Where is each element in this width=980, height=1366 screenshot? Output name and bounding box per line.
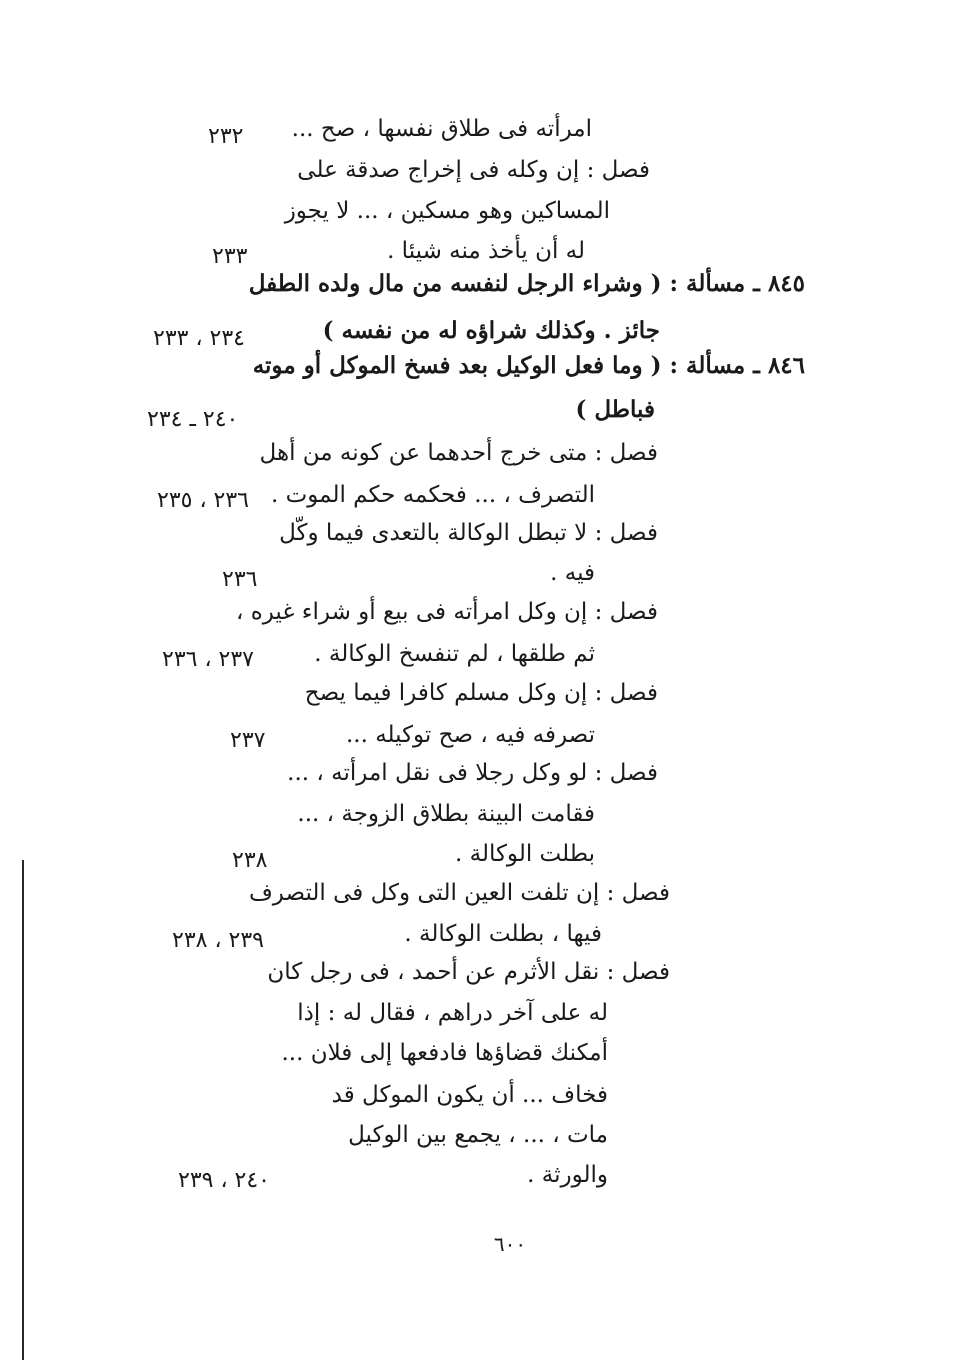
page-reference: ٢٤٠ ، ٢٣٩ <box>178 1168 270 1193</box>
masala-heading: ٨٤٦ ـ مسألة : ( وما فعل الوكيل بعد فسخ الموكل أو موته <box>252 352 805 379</box>
entry-line: له على آخر دراهم ، فقال له : إذا <box>297 1000 608 1026</box>
entry-line: مات ، ... ، يجمع بين الوكيل <box>348 1122 608 1148</box>
entry-line: فيها ، بطلت الوكالة . <box>404 921 602 947</box>
page-reference: ٢٣٤ ، ٢٣٣ <box>153 326 245 351</box>
entry-line: بطلت الوكالة . <box>455 841 595 867</box>
page-reference: ٢٣٧ <box>230 728 266 753</box>
entry-line: فصل : نقل الأثرم عن أحمد ، فى رجل كان <box>267 959 670 985</box>
entry-line: فصل : لا تبطل الوكالة بالتعدى فيما وكّل <box>279 520 658 546</box>
page-number: ٦٠٠ <box>493 1232 527 1256</box>
entry-line: والورثة . <box>527 1162 608 1188</box>
page-reference: ٢٣٧ ، ٢٣٦ <box>162 647 254 672</box>
page-reference: ٢٣٣ <box>212 244 248 269</box>
masala-heading-cont: جائز . وكذلك شراؤه له من نفسه ) <box>322 317 660 344</box>
entry-line: فصل : متى خرج أحدهما عن كونه من أهل <box>259 440 658 466</box>
entry-line: ثم طلقها ، لم تنفسخ الوكالة . <box>314 641 595 667</box>
entry-line: فصل : إن وكله فى إخراج صدقة على <box>297 157 650 183</box>
entry-line: تصرفه فيه ، صح توكيله ... <box>345 722 595 748</box>
page-reference: ٢٣٢ <box>208 124 244 149</box>
entry-line: أمكنك قضاؤها فادفعها إلى فلان ... <box>281 1040 608 1066</box>
page-reference: ٢٤٠ ـ ٢٣٤ <box>147 407 239 432</box>
masala-heading-cont: فباطل ) <box>575 396 655 423</box>
entry-line: فصل : إن وكل امرأته فى بيع أو شراء غيره ، <box>235 599 658 625</box>
page-reference: ٢٣٦ ، ٢٣٥ <box>157 488 249 513</box>
entry-line: التصرف ، ... فحكمه حكم الموت . <box>271 482 595 508</box>
entry-line: فصل : إن تلفت العين التى وكل فى التصرف <box>248 880 670 906</box>
page-reference: ٢٣٨ <box>232 848 268 873</box>
entry-line: فصل : لو وكل رجلا فى نقل امرأته ، ... <box>287 760 658 786</box>
page-edge-shadow <box>22 860 24 1360</box>
entry-line: امرأته فى طلاق نفسها ، صح ... <box>291 116 592 142</box>
entry-line: فصل : إن وكل مسلم كافرا فيما يصح <box>304 680 658 706</box>
masala-heading: ٨٤٥ ـ مسألة : ( وشراء الرجل لنفسه من مال ولده الطفل <box>248 270 805 297</box>
entry-line: فقامت البينة بطلاق الزوجة ، ... <box>297 801 595 827</box>
entry-line: له أن يأخذ منه شيئا . <box>387 238 585 264</box>
page-reference: ٢٣٦ <box>222 567 258 592</box>
entry-line: المساكين وهو مسكين ، ... لا يجوز <box>284 198 610 224</box>
page-reference: ٢٣٩ ، ٢٣٨ <box>172 928 264 953</box>
entry-line: فخاف ... أن يكون الموكل قد <box>331 1082 608 1108</box>
entry-line: فيه . <box>550 560 595 586</box>
